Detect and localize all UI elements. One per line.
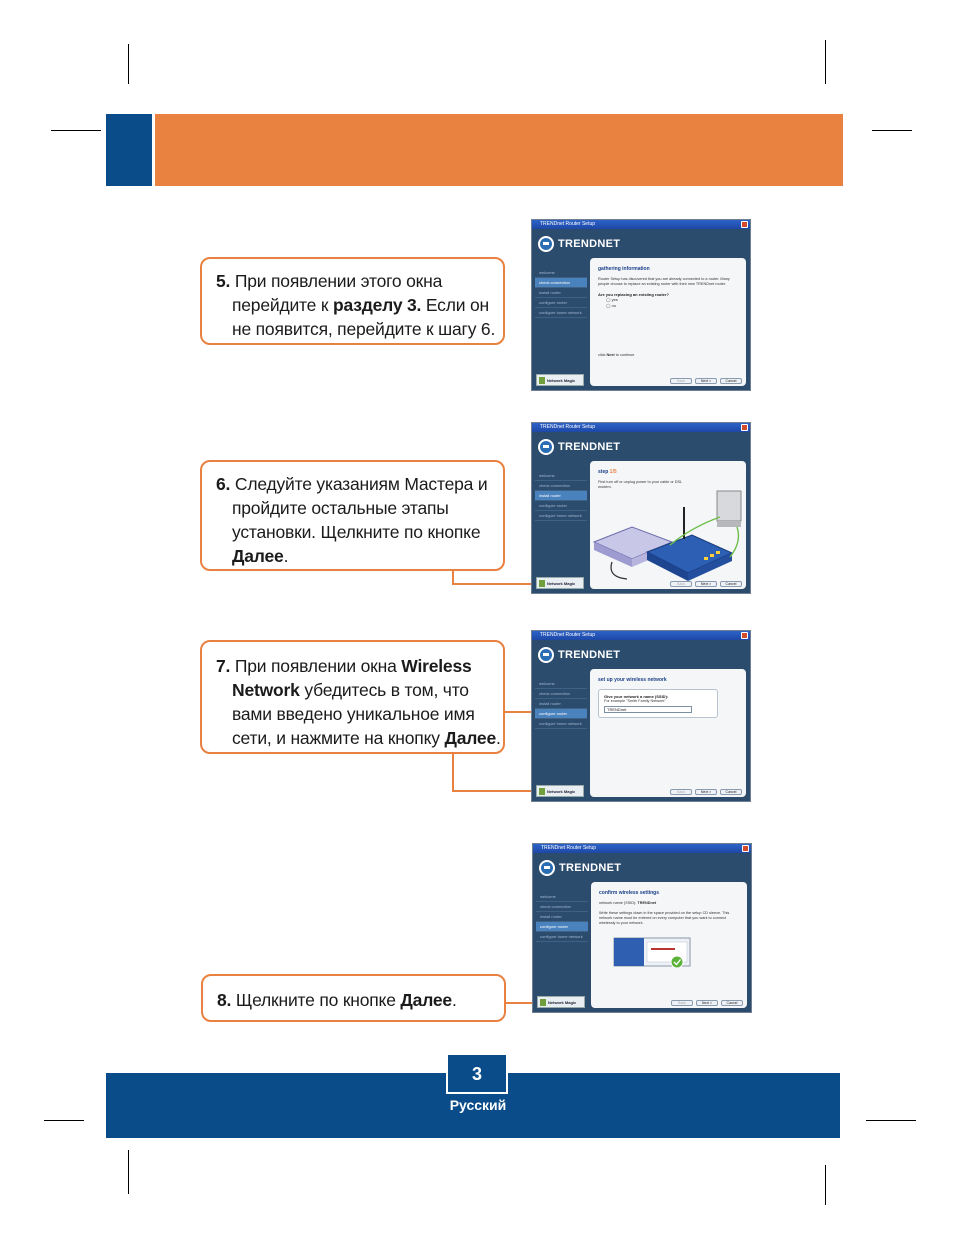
panel-question: Are you replacing an existing router? xyxy=(598,292,669,297)
nav-item-install-router[interactable]: install router xyxy=(535,491,587,501)
back-button[interactable]: Back xyxy=(670,378,692,384)
radio-yes[interactable]: ◯ yes xyxy=(606,297,738,303)
callout-text: установки. Щелкните по кнопке xyxy=(232,522,481,542)
callout-bold: Далее xyxy=(400,990,452,1010)
callout-text: Щелкните по кнопке xyxy=(235,990,401,1010)
callout-bold: Network xyxy=(232,680,300,700)
window-titlebar: TRENDnet Router Setup xyxy=(532,423,750,432)
crop-mark xyxy=(44,1120,84,1121)
network-magic-badge: Network Magic xyxy=(536,577,584,589)
nav-item-configure-home-network[interactable]: configure home network xyxy=(535,308,587,318)
panel-footer-text: click Next to continue xyxy=(598,353,635,357)
header-bar xyxy=(106,114,843,186)
crop-mark xyxy=(128,1150,129,1194)
cancel-button[interactable]: Cancel xyxy=(720,789,742,795)
footer-language: Русский xyxy=(449,1097,507,1113)
wizard-panel xyxy=(590,258,746,386)
callout-step-8 xyxy=(201,974,506,1022)
router-setup-window-1 xyxy=(531,219,751,391)
trendnet-logo-icon xyxy=(538,647,554,663)
close-icon[interactable] xyxy=(741,632,748,639)
wizard-panel xyxy=(591,882,747,1008)
network-magic-badge: Network Magic xyxy=(537,996,585,1008)
panel-text: Write these settings down in the space provided on the setup CD sleeve. This network name must be entered on every computer that you want to connect wirelessly to your network. xyxy=(599,911,730,925)
wizard-buttons xyxy=(670,789,742,795)
step-number: 6. xyxy=(216,474,231,494)
connector-line xyxy=(452,570,454,584)
callout-text: Если он xyxy=(421,295,489,315)
nav-item-configure-router[interactable]: configure router xyxy=(535,501,587,511)
wizard-buttons xyxy=(671,1000,743,1006)
ssid-group xyxy=(598,689,718,718)
trendnet-logo-icon xyxy=(538,236,554,252)
callout-step-5 xyxy=(200,257,505,345)
wizard-nav xyxy=(536,892,588,942)
crop-mark xyxy=(825,40,826,84)
ssid-label: Give your network a name (SSID): xyxy=(604,694,669,699)
router-setup-window-3 xyxy=(531,630,751,802)
crop-mark xyxy=(51,130,101,131)
nav-item-configure-home-network[interactable]: configure home network xyxy=(536,932,588,942)
crop-mark xyxy=(825,1165,826,1205)
cancel-button[interactable]: Cancel xyxy=(720,378,742,384)
callout-text: . xyxy=(283,546,289,566)
crop-mark xyxy=(872,130,912,131)
back-button[interactable]: Back xyxy=(670,789,692,795)
trendnet-logo: TRENDNET xyxy=(538,235,620,253)
network-magic-badge: Network Magic xyxy=(536,374,584,386)
nav-item-check-connection[interactable]: check connection xyxy=(536,902,588,912)
close-icon[interactable] xyxy=(741,424,748,431)
wizard-panel xyxy=(590,669,746,797)
network-magic-badge: Network Magic xyxy=(536,785,584,797)
nav-item-install-router[interactable]: install router xyxy=(536,912,588,922)
next-button[interactable]: Next > xyxy=(695,789,717,795)
nav-item-configure-router[interactable]: configure router xyxy=(536,922,588,932)
panel-text: First turn off or unplug power to your cable or DSL modem. xyxy=(598,480,682,489)
callout-text: вами введено уникальное имя xyxy=(232,704,475,724)
nav-item-install-router[interactable]: install router xyxy=(535,699,587,709)
nav-item-install-router[interactable]: install router xyxy=(535,288,587,298)
trendnet-logo-icon xyxy=(538,439,554,455)
nav-item-check-connection[interactable]: check connection xyxy=(535,481,587,491)
callout-text: сети, и нажмите на кнопку xyxy=(232,728,445,748)
callout-bold: разделу 3. xyxy=(332,295,422,315)
ssid-example: For example "Smith Family Network" xyxy=(604,699,666,703)
callout-text: . xyxy=(451,990,457,1010)
panel-title: confirm wireless settings xyxy=(599,890,660,896)
callout-text: Следуйте указаниям Мастера и xyxy=(234,474,488,494)
panel-title: gathering information xyxy=(598,266,650,272)
next-button[interactable]: Next > xyxy=(695,378,717,384)
window-titlebar: TRENDnet Router Setup xyxy=(532,631,750,640)
trendnet-logo-icon xyxy=(539,860,555,876)
connector-line xyxy=(452,753,454,791)
callout-bold: Далее xyxy=(444,728,496,748)
close-icon[interactable] xyxy=(741,221,748,228)
panel-title: set up your wireless network xyxy=(598,677,667,683)
nav-item-check-connection[interactable]: check connection xyxy=(535,278,587,288)
step-number: 7. xyxy=(216,656,231,676)
callout-text: не появится, перейдите к шагу 6. xyxy=(232,319,496,339)
page-number: 3 xyxy=(446,1053,508,1094)
nav-item-configure-router[interactable]: configure router xyxy=(535,298,587,308)
callout-text: При появлении этого окна xyxy=(234,271,443,291)
next-button[interactable]: Next > xyxy=(696,1000,718,1006)
nav-item-configure-home-network[interactable]: configure home network xyxy=(535,719,587,729)
nav-item-configure-home-network[interactable]: configure home network xyxy=(535,511,587,521)
wizard-nav xyxy=(535,471,587,521)
window-titlebar: TRENDnet Router Setup xyxy=(532,220,750,229)
crop-mark xyxy=(866,1120,916,1121)
router-setup-window-4 xyxy=(532,843,752,1013)
next-button[interactable]: Next > xyxy=(695,581,717,587)
router-modem-illustration xyxy=(592,487,747,587)
panel-title: step 1/5 xyxy=(598,469,617,475)
nav-item-welcome[interactable]: welcome xyxy=(535,471,587,481)
step-number: 5. xyxy=(216,271,231,291)
nav-item-welcome[interactable]: welcome xyxy=(535,268,587,278)
cancel-button[interactable]: Cancel xyxy=(720,581,742,587)
wizard-buttons xyxy=(670,581,742,587)
wizard-nav xyxy=(535,268,587,318)
radio-no[interactable]: ◯ no xyxy=(606,303,738,309)
router-setup-window-2 xyxy=(531,422,751,594)
back-button[interactable]: Back xyxy=(670,581,692,587)
step-number: 8. xyxy=(217,990,232,1010)
nav-item-welcome[interactable]: welcome xyxy=(536,892,588,902)
close-icon[interactable] xyxy=(742,845,749,852)
cd-sleeve-illustration xyxy=(613,934,691,970)
trendnet-logo: TRENDNET xyxy=(538,646,620,664)
ssid-input[interactable]: TRENDnet xyxy=(604,706,692,713)
callout-text: убедитесь в том, что xyxy=(299,680,469,700)
back-button[interactable]: Back xyxy=(671,1000,693,1006)
cancel-button[interactable]: Cancel xyxy=(721,1000,743,1006)
callout-text: перейдите к xyxy=(232,295,333,315)
network-name-row: network name (SSID): TRENDnet xyxy=(599,901,657,905)
callout-text: пройдите остальные этапы xyxy=(232,498,449,518)
window-titlebar: TRENDnet Router Setup xyxy=(533,844,751,853)
callout-step-6 xyxy=(200,460,505,571)
callout-text: При появлении окна xyxy=(234,656,402,676)
header-tab xyxy=(106,114,155,186)
trendnet-logo: TRENDNET xyxy=(539,859,621,877)
nav-item-check-connection[interactable]: check connection xyxy=(535,689,587,699)
nav-item-welcome[interactable]: welcome xyxy=(535,679,587,689)
callout-text: . xyxy=(496,728,501,748)
callout-bold: Wireless xyxy=(401,656,472,676)
wizard-panel xyxy=(590,461,746,589)
panel-text: Router Setup has discovered that you are already connected to a router. Many people choose to replace an existing router with their new TRENDnet router. xyxy=(598,277,730,286)
wizard-nav xyxy=(535,679,587,729)
crop-mark xyxy=(128,44,129,84)
callout-bold: Далее xyxy=(232,546,284,566)
nav-item-configure-router[interactable]: configure router xyxy=(535,709,587,719)
wizard-buttons xyxy=(670,378,742,384)
callout-step-7 xyxy=(200,640,505,754)
trendnet-logo: TRENDNET xyxy=(538,438,620,456)
